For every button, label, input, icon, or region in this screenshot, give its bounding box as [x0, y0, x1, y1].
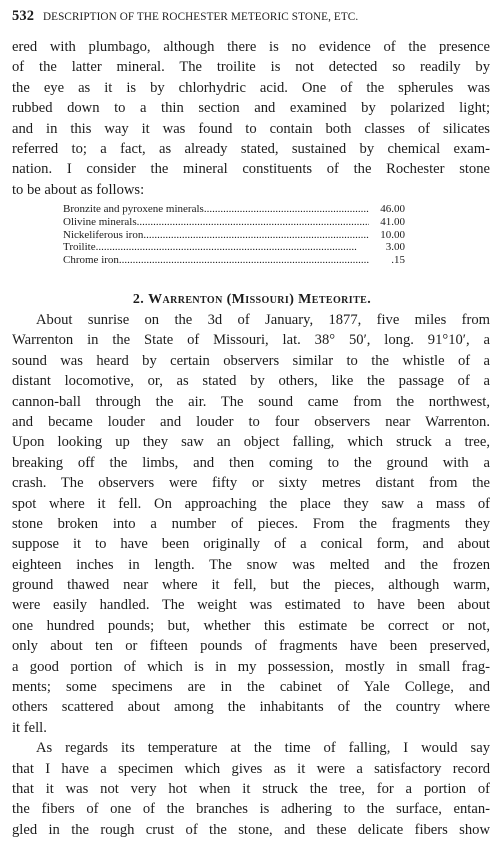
- text-line: rubbed down to a thin section and examined by polarized light;: [12, 100, 490, 117]
- text-line: spot where it fell. On approaching the place they saw a mass of: [12, 495, 490, 512]
- text-line: gled in the rough crust of the stone, and these delicate fibers show: [12, 821, 490, 838]
- page-number: 532: [12, 8, 35, 24]
- mineral-name: Chrome iron: [63, 254, 119, 267]
- text-line: that I have a specimen which gives as it were a satisfactory record: [12, 760, 490, 777]
- table-row: [63, 216, 405, 229]
- running-header: [12, 8, 492, 25]
- text-line: eighteen inches in length. The snow was melted and the frozen: [12, 556, 490, 573]
- text-line: distant locomotive, or, as stated by others, like the passage of a: [12, 373, 490, 390]
- text-line: to be about as follows:: [12, 181, 145, 198]
- mineral-name: Olivine minerals: [63, 215, 137, 228]
- section-number: 2.: [132, 292, 145, 307]
- text-line: As regards its temperature at the time of falling, I would say: [36, 740, 490, 757]
- text-line: only about ten or fifteen pounds of fragments have been preserved,: [12, 638, 490, 655]
- table-row: [63, 229, 405, 242]
- mineral-name: Nickeliferous iron: [63, 228, 144, 241]
- text-line: breaking off the limbs, and then coming to the ground with a: [12, 454, 490, 471]
- section-body: [12, 310, 490, 840]
- dot-leader: [137, 216, 369, 229]
- text-line: the fibers of one of the branches is adhering to the surface, entan-: [12, 801, 490, 818]
- text-line: were easily handled. The weight was estimated to have been about: [12, 597, 490, 614]
- text-line: nation. I consider the mineral constituents of the Rochester stone: [12, 161, 490, 178]
- text-line: suppose it to have been originally of a conical form, and about: [12, 536, 490, 553]
- dot-leader: [119, 254, 369, 267]
- text-line: and became louder and louder to four observers near Warrenton.: [12, 413, 490, 430]
- mineral-value: 10.00: [380, 228, 405, 241]
- table-row: [63, 241, 405, 254]
- mineral-value: 41.00: [380, 215, 405, 228]
- paragraph-1: [12, 37, 490, 200]
- text-line: and in this way it was found to contain both classes of silicates: [12, 120, 490, 137]
- dot-leader: [143, 229, 369, 242]
- table-row: [63, 203, 405, 216]
- section-heading: [0, 292, 504, 308]
- mineral-name: Troilite: [63, 241, 96, 254]
- section-title: Warrenton (Missouri) Meteorite.: [148, 292, 372, 307]
- text-line: cannon-ball through the air. The sound came from the northwest,: [12, 393, 490, 410]
- dot-leader: [204, 203, 369, 216]
- table-row: [63, 254, 405, 267]
- running-title: DESCRIPTION OF THE ROCHESTER METEORIC STONE, ETC.: [42, 11, 359, 23]
- text-line: a good portion of which is in my possession, mostly in small frag-: [12, 658, 490, 675]
- mineral-value: .15: [391, 254, 405, 267]
- dot-leader: [96, 241, 369, 254]
- text-line: of the latter mineral. The troilite is not detected so readily by: [12, 59, 490, 76]
- text-line: crash. The observers were fifty or sixty metres distant from the: [12, 475, 490, 492]
- text-line: others scattered about among the inhabitants of the country where: [12, 699, 490, 716]
- mineral-value: 46.00: [380, 203, 405, 215]
- text-line: the eye as it is by chlorhydric acid. One of the spherules was: [12, 79, 490, 96]
- text-line: it fell.: [12, 719, 47, 736]
- text-line: ground thawed near where it fell, but the pieces, although warm,: [12, 577, 490, 594]
- text-line: referred to; a fact, as already stated, sustained by chemical exam-: [12, 140, 490, 157]
- text-line: About sunrise on the 3d of January, 1877, five miles from: [36, 312, 490, 328]
- mineral-value: 3.00: [385, 241, 405, 254]
- text-line: ments; some specimens are in the cabinet of Yale College, and: [12, 679, 490, 696]
- text-line: Warrenton in the State of Missouri, lat. 38° 50′, long. 91°10′, a: [12, 332, 490, 349]
- text-line: ered with plumbago, although there is no evidence of the presence: [12, 39, 490, 55]
- text-line: Upon looking up they saw an object falling, which struck a tree,: [12, 434, 490, 451]
- text-line: one hundred pounds; but, whether this estimate be correct or not,: [12, 617, 490, 634]
- mineral-name: Bronzite and pyroxene minerals: [63, 203, 204, 215]
- text-line: sound was heard by certain observers similar to the whistle of a: [12, 352, 490, 369]
- mineral-constituents-table: [63, 203, 405, 267]
- text-line: that it was not very hot when it struck the tree, for a portion of: [12, 780, 490, 797]
- text-line: stone broken into a number of pieces. From the fragments they: [12, 515, 490, 532]
